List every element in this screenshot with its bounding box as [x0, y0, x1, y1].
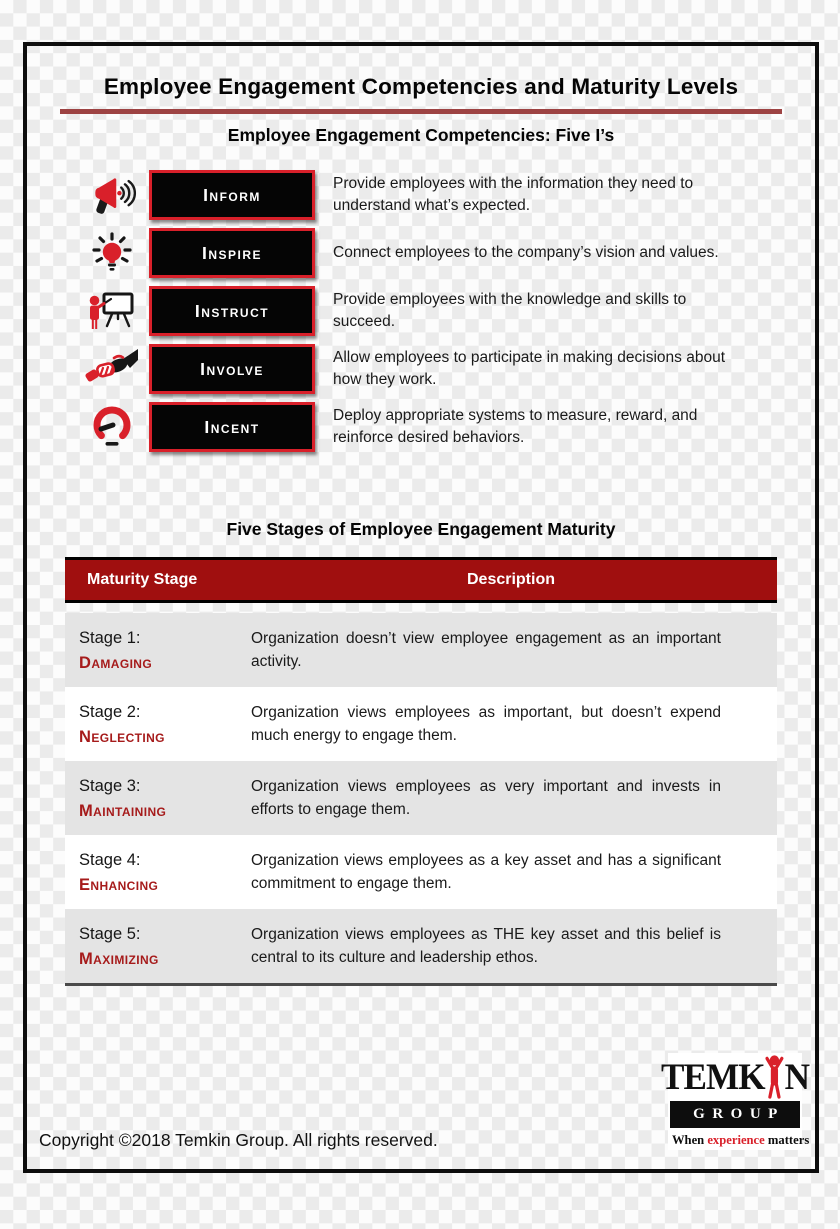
- stage-description: Organization views employees as THE key asset and this belief is central to its culture and leadership ethos.: [251, 926, 721, 966]
- presenter-icon: [83, 288, 141, 334]
- gauge-icon: [83, 404, 141, 450]
- lightbulb-icon: [83, 230, 141, 276]
- stage-number: Stage 1:: [79, 628, 141, 647]
- table-row-stage-5: [65, 909, 777, 983]
- table-row-stage-1: [65, 613, 777, 687]
- tagline-experience: experience: [707, 1132, 765, 1147]
- competency-row-involve: [27, 344, 815, 394]
- stage-number: Stage 5:: [79, 924, 141, 943]
- competency-label: Involve: [200, 358, 264, 379]
- stage-description: Organization views employees as a key asset and has a significant commitment to engage them.: [251, 852, 721, 892]
- stage-name: Damaging: [79, 653, 153, 672]
- page-title: Employee Engagement Competencies and Maturity Levels: [103, 74, 739, 99]
- table-row-stage-2: [65, 687, 777, 761]
- stage-name: Neglecting: [79, 727, 165, 746]
- title-divider: [60, 109, 782, 114]
- competency-label: Incent: [204, 416, 260, 437]
- competency-row-inform: [27, 170, 815, 220]
- competency-badge-incent: [149, 402, 315, 452]
- competency-label: Inspire: [201, 242, 263, 263]
- competency-row-inspire: [27, 228, 815, 278]
- table-row-stage-3: [65, 761, 777, 835]
- competency-row-incent: [27, 402, 815, 452]
- tagline-when: When: [671, 1132, 708, 1147]
- content-frame: [23, 42, 819, 1173]
- tagline-matters: matters: [764, 1132, 810, 1147]
- maturity-table: [65, 557, 777, 986]
- competency-description: Deploy appropriate systems to measure, reward, and reinforce desired behaviors.: [333, 407, 698, 446]
- stage-number: Stage 2:: [79, 702, 141, 721]
- competency-list: [27, 170, 815, 452]
- competency-description: Provide employees with the knowledge and skills to succeed.: [333, 291, 687, 330]
- competency-label: Instruct: [194, 300, 270, 321]
- person-icon: [766, 1055, 784, 1099]
- logo-group-bar: GROUP: [670, 1101, 800, 1128]
- stage-name: Maintaining: [79, 801, 167, 820]
- column-header-maturity-stage: Maturity Stage: [87, 571, 198, 588]
- copyright-text: Copyright ©2018 Temkin Group. All rights reserved.: [39, 1130, 438, 1150]
- competency-label: Inform: [203, 184, 261, 205]
- competency-badge-instruct: [149, 286, 315, 336]
- temkin-group-logo: [661, 1053, 810, 1150]
- handshake-icon: [83, 348, 141, 390]
- maturity-heading: Five Stages of Employee Engagement Maturity: [226, 519, 616, 539]
- stage-number: Stage 4:: [79, 850, 141, 869]
- competency-description: Connect employees to the company’s vision and values.: [333, 244, 719, 261]
- stage-name: Enhancing: [79, 875, 159, 894]
- stage-number: Stage 3:: [79, 776, 141, 795]
- logo-text-right: N: [784, 1057, 810, 1098]
- stage-name: Maximizing: [79, 949, 159, 968]
- stage-description: Organization doesn’t view employee engagement as an important activity.: [251, 630, 721, 670]
- competencies-subtitle: Employee Engagement Competencies: Five I’s: [227, 125, 615, 145]
- table-row-stage-4: [65, 835, 777, 909]
- competency-description: Allow employees to participate in making decisions about how they work.: [333, 349, 726, 388]
- logo-tagline: [671, 1132, 810, 1147]
- competency-row-instruct: [27, 286, 815, 336]
- stage-description: Organization views employees as very important and invests in efforts to engage them.: [251, 778, 721, 818]
- megaphone-icon: [83, 173, 141, 217]
- logo-text-left: TEMK: [661, 1057, 765, 1098]
- table-header-gap: [65, 603, 777, 613]
- competency-badge-inspire: [149, 228, 315, 278]
- table-header-row: [65, 557, 777, 603]
- column-header-description: Description: [466, 571, 555, 588]
- competency-badge-involve: [149, 344, 315, 394]
- competency-badge-inform: [149, 170, 315, 220]
- logo-wordmark: [661, 1055, 810, 1098]
- competency-description: Provide employees with the information they need to understand what’s expected.: [333, 175, 694, 214]
- stage-description: Organization views employees as important, but doesn’t expend much energy to engage them.: [251, 704, 721, 744]
